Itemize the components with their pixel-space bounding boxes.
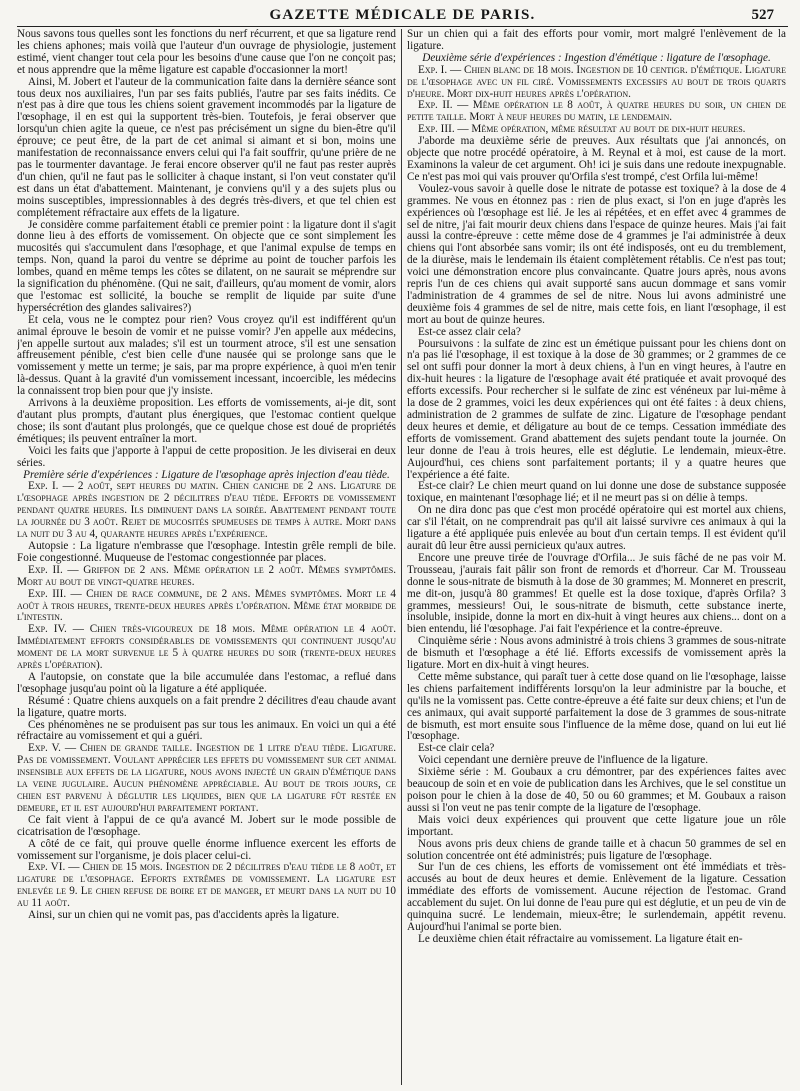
paragraph: Exp. III. — Même opération, même résultat au bout de dix-huit heures. [418, 123, 746, 136]
page-header [17, 4, 788, 27]
paragraph: A côté de ce fait, qui prouve quelle énorme influence exercent les efforts de vomissement sur l'organisme, je dois placer celui-ci. [17, 837, 396, 862]
paragraph: Cinquième série : Nous avons administré à trois chiens 3 grammes de sous-nitrate de bismuth et l'œsophage a été lié. Efforts excessifs de vomissement après la ligature. Mort en dix-huit à vingt heures. [407, 635, 786, 672]
left-column [17, 29, 396, 1085]
paragraph: Est-ce clair? Le chien meurt quand on lui donne une dose de substance supposée toxique, en maintenant l'œsophage lié; et il ne meurt pas si on délie à temps. [407, 480, 786, 505]
paragraph: Voici cependant une dernière preuve de l'influence de la ligature. [418, 754, 709, 767]
paragraph: Le deuxième chien était réfractaire au vomissement. La ligature était en- [418, 932, 743, 945]
text-columns [17, 29, 788, 1085]
paragraph: Exp. I. — 2 août, sept heures du matin. Chien caniche de 2 ans. Ligature de l'œsophage après ingestion de 2 décilitres d'eau tiède. Efforts de vomissement pendant quatre heures. Ils diminuent dans la soirée. Abattement pendant toute la journée du 3 août. Rejet de mucosités spumeuses de temps à autre. Mort dans la nuit du 3 au 4, quarante heures après l'expérience. [17, 480, 396, 541]
paragraph: Autopsie : La ligature n'embrasse que l'œsophage. Intestin grêle rempli de bile. Foie congestionné. Muqueuse de l'estomac congestionnée par places. [17, 539, 396, 564]
paragraph: Exp. II. — Griffon de 2 ans. Même opération le 2 août. Mêmes symptômes. Mort au bout de vingt-quatre heures. [17, 563, 396, 588]
paragraph: Ces phénomènes ne se produisent pas sur tous les animaux. En voici un qui a été réfractaire au vomissement et qui a guéri. [17, 718, 396, 743]
paragraph: On ne dira donc pas que c'est mon procédé opératoire qui est mortel aux chiens, car s'il l'était, on ne comprendrait pas qu'il ait laissé survivre ces animaux à qui la ligature a été appliquée puis enlevée au bout d'un certain temps. Il est évident qu'il aurait dû leur être aussi pernicieux qu'aux autres. [407, 504, 786, 552]
paragraph: Exp. III. — Chien de race commune, de 2 ans. Mêmes symptômes. Mort le 4 août à trois heures, trente-deux heures après l'opération. Même état morbide de l'intestin. [17, 587, 396, 624]
paragraph: Je considère comme parfaitement établi ce premier point : la ligature dont il s'agit donne lieu à des efforts de vomissement. On objecte que ce sont simplement les mucosités qui s'accumulent dans l'œsophage, et que l'animal expulse de temps en temps. Non, quand la paroi du ventre se déprime au point de toucher parfois les lombes, quand en même temps les côtes se dilatent, on ne saurait se méprendre sur la signification du phénomène. (Qui ne sait, d'ailleurs, qu'au moment de vomir, alors que l'estomac est sollicité, la bouche se remplit de liquide par suite d'une hypersécrétion des glandes salivaires?) [17, 218, 396, 314]
paragraph: Ainsi, sur un chien qui ne vomit pas, pas d'accidents après la ligature. [28, 909, 340, 922]
page-number: 527 [751, 7, 774, 23]
paragraph: Ainsi, M. Jobert et l'auteur de la communication faite dans la dernière séance sont tous deux nos auxiliaires, l'un par ses faits publiés, l'autre par ses faits inédits. Ce n'est pas à dire que tous les chiens soient gravement incommodés par la ligature de l'œsophage, il en est qui la supportent très-bien. Toutefois, je ferai observer que lorsqu'un chien agite la queue, ce n'est pas précisément un signe du bien-être qu'il éprouve; ce peut être, de la part de cet animal si aimant et si bon, moins une manifestation de reconnaissance envers celui qui l'a fait souffrir, qu'une prière de ne pas le tourmenter davantage. Je ferai encore observer qu'il ne faut pas rester auprès d'un chien, qu'il ne faut pas le solliciter à chaque instant, si l'on veut constater qu'il est dans un état d'abattement. Maintenant, je conviens qu'il y a des sujets plus ou moins susceptibles, impressionnables à des degrés très-divers, et que tel chien est complétement réfractaire aux effets de la ligature. [17, 75, 396, 219]
paragraph: Encore une preuve tirée de l'ouvrage d'Orfila... Je suis fâché de ne pas voir M. Trousseau, j'aurais fait pâlir son front de remords et d'horreur. Car M. Trousseau donne le sous-nitrate de bismuth à la dose de 30 grammes; M. Monneret en prescrit, me dit-on, jusqu'à 80 grammes! Et quelle est la dose toxique, d'après Orfila? 3 grammes, messieurs! Oui, le sous-nitrate de bismuth, cette substance inerte, insoluble, insipide, donne la mort en dix-huit à vingt heures aux chiens... dont on a bien entendu, lié l'œsophage. J'ai fait l'expérience et la contre-épreuve. [407, 551, 786, 636]
paragraph: J'aborde ma deuxième série de preuves. Aux résultats que j'ai annoncés, on objecte que notre procédé opératoire, à M. Reynal et à moi, est cause de la mort. Examinons la valeur de cet argument. Oh! ici je suis dans une redoute inexpugnable. Ce n'est pas moi qui vais prouver qu'Orfila s'est trompé, c'est Orfila lui-même! [407, 135, 786, 183]
paragraph: Exp. V. — Chien de grande taille. Ingestion de 1 litre d'eau tiède. Ligature. Pas de vomissement. Voulant apprécier les effets du vomissement sur cet animal insensible aux effets de la ligature, nous avons injecté un grain d'émétique dans la veine jugulaire. Aucun phénomène appréciable. Au bout de trois jours, ce chien est parvenu à déglutir les liquides, bien que la ligature fût restée en demeure, et il est aujourd'hui parfaitement portant. [17, 742, 396, 814]
section-heading: Première série d'expériences : Ligature de l'œsophage après injection d'eau tiède. [23, 468, 390, 481]
paragraph: Sur un chien qui a fait des efforts pour vomir, mort malgré l'enlèvement de la ligature. [407, 29, 786, 52]
paragraph: A l'autopsie, on constate que la bile accumulée dans l'estomac, a reflué dans l'œsophage jusqu'au point où la ligature a été appliquée. [17, 670, 396, 695]
paragraph: Exp. IV. — Chien très-vigoureux de 18 mois. Même opération le 4 août. Immédiatement efforts considérables de vomissements qui continuent jusqu'au moment de la mort survenue le 5 à quatre heures du soir (trente-deux heures après l'opération). [17, 623, 396, 672]
paragraph: Exp. I. — Chien blanc de 18 mois. Ingestion de 10 centigr. d'émétique. Ligature de l'œsophage avec un fil ciré. Vomissements excessifs au bout de trois quarts d'heure. Mort dix-huit heures après l'opération. [407, 63, 786, 100]
paragraph: Ce fait vient à l'appui de ce qu'a avancé M. Jobert sur le mode possible de cicatrisation de l'œsophage. [17, 813, 396, 838]
paragraph: Sixième série : M. Goubaux a cru démontrer, par des expériences faites avec beaucoup de soin et en voie de publication dans les Archives, que le sel constitue un poison pour le chien à la dose de 40, 50 ou 60 grammes; et M. Goubaux a raison aussi si l'on veut ne pas tenir compte de la ligature de l'œsophage. [407, 766, 786, 814]
paragraph: Sur l'un de ces chiens, les efforts de vomissement ont été immédiats et très-accusés au bout de deux heures et demie. Enlèvement de la ligature. Cessation immédiate des efforts de vomissement. Aucune réjection de l'estomac. Grand accablement du sujet. On lui donne de l'eau pure qui est déglutie, et un peu de vin de quinquina sucré. Le lendemain, mieux-être; le surlendemain, appétit revenu. Aujourd'hui l'animal se porte bien. [407, 861, 786, 933]
right-column [407, 29, 786, 1085]
paragraph: Mais voici deux expériences qui prouvent que cette ligature joue un rôle important. [407, 813, 786, 838]
paragraph: Exp. II. — Même opération le 8 août, à quatre heures du soir, un chien de petite taille. Mort à neuf heures du matin, le lendemain. [407, 99, 786, 124]
paragraph: Arrivons à la deuxième proposition. Les efforts de vomissements, ai-je dit, sont d'autant plus prompts, d'autant plus énergiques, que l'estomac contient quelque chose; ils sont d'autant plus prolongés, que ce quelque chose est doué de propriétés émétiques; ils peuvent entraîner la mort. [17, 397, 396, 445]
column-rule [401, 29, 402, 1085]
paragraph: Est-ce assez clair cela? [418, 325, 521, 338]
paragraph: Résumé : Quatre chiens auxquels on a fait prendre 2 décilitres d'eau chaude avant la ligature, quatre morts. [17, 694, 396, 719]
masthead-title: GAZETTE MÉDICALE DE PARIS. [269, 7, 536, 23]
paragraph: Voulez-vous savoir à quelle dose le nitrate de potasse est toxique? à la dose de 4 grammes. Ne vous en étonnez pas : rien de plus exact, si l'on en juge d'après les expériences où l'œsophage est lié. Je les ai répétées, et en effet avec 4 grammes de sel de nitre, j'ai fait mourir deux chiens dans l'espace de quinze heures. Mais j'ai fait aussi la contre-épreuve : cette même dose de 4 grammes je l'ai administrée à deux chiens qui l'ont absorbée sans vomir; ils ont été indisposés, ont eu du tremblement, de la diurèse, mais le lendemain ils étaient complètement rétablis. Ce n'est pas tout; voici une démonstration encore plus convaincante. Quatre jours après, nous avons repris l'un de ces chiens qui avait supporté sans aucun dommage et sans vomir l'administration de 4 grammes de sel de nitre. Nous lui avons administré une deuxième fois 4 grammes de sel de nitre, mais cette fois, en liant l'œsophage, il est mort au bout de quinze heures. [407, 182, 786, 326]
section-heading: Deuxième série d'expériences : Ingestion d'émétique : ligature de l'œsophage. [422, 51, 771, 64]
paragraph: Et cela, vous ne le comptez pour rien? Vous croyez qu'il est indifférent qu'un animal éprouve le besoin de vomir et ne puisse vomir? J'en appelle aux médecins, j'en appelle surtout aux malades; s'il est un tourment atroce, s'il est une sensation affreusement pénible, c'est bien celle d'une nausée qui se prolonge sans que le vomissement y mette un terme; je sais, par ma propre expérience, à quoi m'en tenir là-dessus. Quant à la gravité d'un vomissement incessant, incoercible, les médecins la connaissent trop bien pour que j'y insiste. [17, 313, 396, 398]
paragraph: Cette même substance, qui paraît tuer à cette dose quand on lie l'œsophage, laisse les chiens parfaitement indifférents lorsqu'on la leur administre par la bouche, et qu'ils ne la vomissent pas. Cette contre-épreuve a été faite sur deux chiens; et l'un de ces animaux, qui avait supporté parfaitement la dose de 3 grammes de sous-nitrate de bismuth, est mort ensuite sous l'influence de la même dose, quand on lui eut lié l'œsophage. [407, 670, 786, 743]
paragraph: Nous savons tous quelles sont les fonctions du nerf récurrent, et que sa ligature rend les chiens aphones; mais voilà que l'auteur d'un ouvrage de physiologie, justement estimé, vient changer tout cela pour les besoins d'une cause que l'on ne conçoit pas; et nous apprendre que la même ligature est capable d'occasionner la mort! [17, 29, 396, 76]
paragraph: Exp. VI. — Chien de 15 mois. Ingestion de 2 décilitres d'eau tiède le 8 août, et ligature de l'œsophage. Efforts extrêmes de vomissement. La ligature est enlevée le 9. Le chien refuse de boire et de manger, et meurt dans la nuit du 10 au 11 août. [17, 861, 396, 910]
paragraph: Poursuivons : la sulfate de zinc est un émétique puissant pour les chiens dont on n'a pas lié l'œsophage, il est toxique à la dose de 30 grammes; or 2 grammes de ce sel ont suffi pour donner la mort à deux chiens, à l'un en vingt heures, à l'autre en dix-huit heures : la ligature de l'œsophage avait été pratiquée et avait provoqué des efforts excessifs. Pour rechercher si le sulfate de zinc est vénéneux par lui-même à la dose de 2 grammes, voici les deux expériences qui ont été faites : à deux chiens, administration de 2 grammes de sulfate de zinc. Ligature de l'œsophage pendant deux heures et demie, et déligature au bout de ce temps. Cessation immédiate des efforts de vomissement. Grand abattement des sujets pendant toute la journée. On leur donne de l'eau à trois heures, elle est déglutie. Le lendemain, mieux-être. Aujourd'hui, ces chiens sont parfaitement portants; il y a quatre heures que l'expérience a été faite. [407, 337, 786, 481]
paragraph: Voici les faits que j'apporte à l'appui de cette proposition. Je les diviserai en deux séries. [17, 444, 396, 469]
paragraph: Est-ce clair cela? [418, 742, 495, 755]
paragraph: Nous avons pris deux chiens de grande taille et à chacun 50 grammes de sel en solution concentrée ont été administrés; puis ligature de l'œsophage. [407, 837, 786, 862]
